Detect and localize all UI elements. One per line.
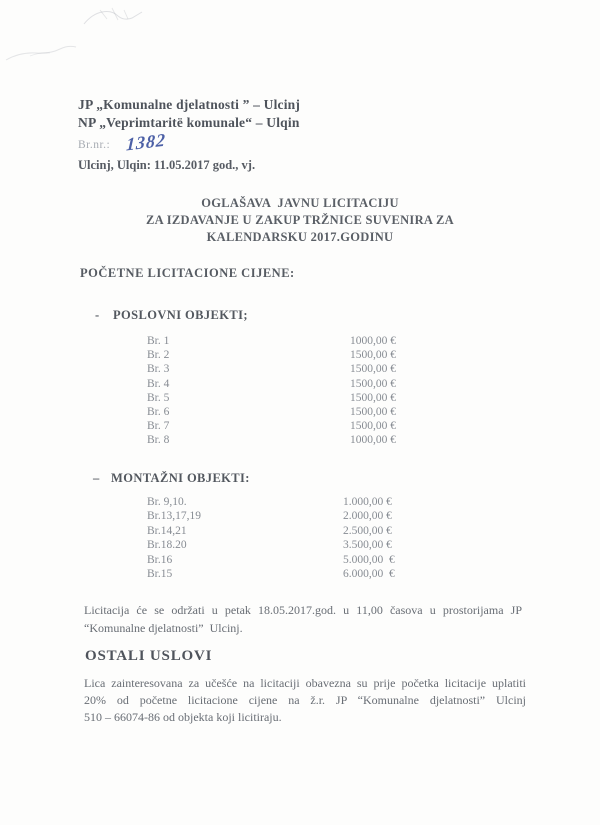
- reference-number-label: Br.nr.:: [78, 139, 111, 151]
- paragraph-line: Lica zainteresovana za učešće na licitaciji obavezna su prije početka licitacije uplatiti: [84, 676, 526, 690]
- place-date-line: Ulcinj, Ulqin: 11.05.2017 god., vj.: [78, 158, 256, 172]
- object-label: Br.16: [147, 553, 173, 566]
- section-heading-label: MONTAŽNI OBJEKTI:: [111, 471, 250, 485]
- object-price: 3.500,00 €: [343, 539, 392, 552]
- object-label: Br.15: [147, 568, 173, 581]
- object-label: Br.13,17,19: [147, 510, 201, 523]
- object-label: Br. 4: [147, 377, 170, 390]
- table-row: [147, 348, 447, 362]
- table-row: [147, 495, 447, 509]
- object-label: Br. 2: [147, 349, 170, 362]
- object-label: Br. 5: [147, 391, 170, 404]
- document-title: [0, 195, 600, 246]
- object-label: Br.14,21: [147, 524, 187, 537]
- section-heading-label: POSLOVNI OBJEKTI;: [113, 308, 248, 322]
- object-price: 1500,00 €: [350, 363, 396, 376]
- object-price: 6.000,00 €: [343, 568, 395, 581]
- table-row: [147, 553, 447, 567]
- other-terms-heading: OSTALI USLOVI: [85, 648, 213, 664]
- object-price: 5.000,00 €: [343, 553, 395, 566]
- object-price: 2.500,00 €: [343, 524, 392, 537]
- title-line-2: ZA IZDAVANJE U ZAKUP TRŽNICE SUVENIRA ZA: [146, 213, 454, 227]
- table-row: [147, 362, 447, 376]
- table-row: [147, 419, 447, 433]
- terms-paragraph: [84, 675, 526, 726]
- object-label: Br.18.20: [147, 539, 187, 552]
- section-heading-montazni-objekti: [93, 471, 250, 486]
- section-heading-poslovni-objekti: [95, 308, 248, 323]
- table-row: [147, 538, 447, 552]
- title-line-3: KALENDARSKU 2017.GODINU: [206, 230, 394, 244]
- reference-number-line: [78, 129, 167, 155]
- paragraph-line: 20% od početne licitacione cijene na ž.r. JP “Komunalne djelatnosti” Ulcinj: [84, 693, 526, 707]
- object-label: Br. 6: [147, 406, 170, 419]
- paragraph-line: “Komunalne djelatnosti” Ulcinj.: [84, 620, 243, 635]
- object-price: 1500,00 €: [350, 391, 396, 404]
- list-dash: –: [93, 471, 100, 485]
- object-price: 1000,00 €: [350, 335, 396, 347]
- auction-date-paragraph: [84, 602, 522, 637]
- organization-header: [78, 96, 300, 132]
- table-row: [147, 405, 447, 419]
- object-price: 2.000,00 €: [343, 510, 392, 523]
- paragraph-line: Licitacija će se održati u petak 18.05.2017.god. u 11,00 časova u prostorijama JP: [84, 603, 522, 617]
- org-name-montenegrin: JP „Komunalne djelatnosti ” – Ulcinj: [78, 97, 301, 112]
- object-price: 1000,00 €: [350, 434, 396, 447]
- object-price: 1500,00 €: [350, 349, 396, 362]
- object-price: 1500,00 €: [350, 420, 396, 433]
- object-price: 1.000,00 €: [343, 496, 392, 508]
- object-label: Br. 3: [147, 363, 170, 376]
- table-row: [147, 524, 447, 538]
- table-row: [147, 377, 447, 391]
- pen-scribble-marks: [0, 0, 170, 75]
- table-row: [147, 334, 447, 348]
- object-price: 1500,00 €: [350, 377, 396, 390]
- starting-prices-heading: POČETNE LICITACIONE CIJENE:: [80, 266, 295, 280]
- object-label: Br. 9,10.: [147, 496, 187, 508]
- montazni-objekti-price-table: [147, 495, 447, 581]
- org-name-albanian: NP „Veprimtaritë komunale“ – Ulqin: [78, 115, 300, 130]
- title-line-1: OGLAŠAVA JAVNU LICITACIJU: [201, 196, 399, 210]
- poslovni-objekti-price-table: [147, 334, 447, 448]
- table-row: [147, 391, 447, 405]
- object-label: Br. 8: [147, 434, 170, 447]
- table-row: [147, 567, 447, 581]
- object-label: Br. 7: [147, 420, 170, 433]
- list-dash: -: [95, 308, 100, 322]
- paragraph-line: 510 – 66074-86 od objekta koji licitiraju.: [84, 710, 282, 724]
- table-row: [147, 433, 447, 447]
- object-label: Br. 1: [147, 335, 170, 347]
- handwritten-reference-number: 1382: [125, 129, 167, 155]
- table-row: [147, 509, 447, 523]
- object-price: 1500,00 €: [350, 406, 396, 419]
